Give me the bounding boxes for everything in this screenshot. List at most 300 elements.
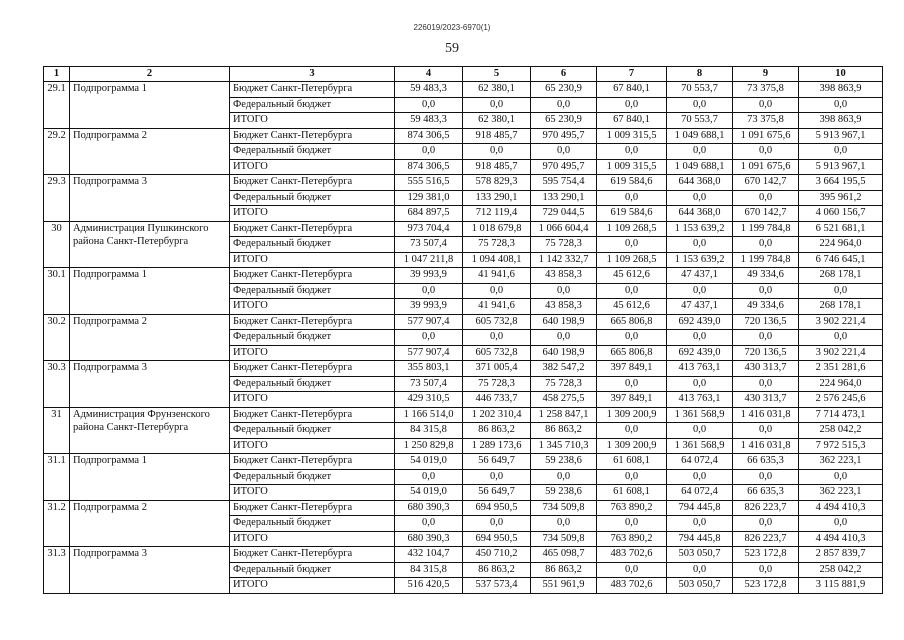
value-cell: 0,0 <box>733 330 799 346</box>
value-cell: 0,0 <box>733 237 799 253</box>
row-index: 30.3 <box>44 361 70 408</box>
value-cell: 62 380,1 <box>463 113 531 129</box>
value-cell: 720 136,5 <box>733 345 799 361</box>
row-index: 31.3 <box>44 547 70 594</box>
value-cell: 61 608,1 <box>597 485 667 501</box>
value-cell: 6 746 645,1 <box>799 252 883 268</box>
value-cell: 0,0 <box>395 516 463 532</box>
value-cell: 970 495,7 <box>531 128 597 144</box>
value-cell: 0,0 <box>597 330 667 346</box>
value-cell: 644 368,0 <box>667 175 733 191</box>
value-cell: 1 202 310,4 <box>463 407 531 423</box>
value-cell: 794 445,8 <box>667 531 733 547</box>
value-cell: 47 437,1 <box>667 268 733 284</box>
value-cell: 0,0 <box>531 516 597 532</box>
value-cell: 1 153 639,2 <box>667 252 733 268</box>
value-cell: 577 907,4 <box>395 345 463 361</box>
value-cell: 1 153 639,2 <box>667 221 733 237</box>
value-cell: 65 230,9 <box>531 113 597 129</box>
funding-source: Федеральный бюджет <box>230 423 395 439</box>
value-cell: 1 109 268,5 <box>597 221 667 237</box>
funding-source: ИТОГО <box>230 578 395 594</box>
value-cell: 712 119,4 <box>463 206 531 222</box>
value-cell: 3 902 221,4 <box>799 345 883 361</box>
value-cell: 0,0 <box>597 376 667 392</box>
value-cell: 734 509,8 <box>531 500 597 516</box>
value-cell: 41 941,6 <box>463 299 531 315</box>
value-cell: 73 375,8 <box>733 82 799 98</box>
row-index: 31.2 <box>44 500 70 547</box>
program-name: Подпрограмма 3 <box>70 547 230 594</box>
value-cell: 1 309 200,9 <box>597 438 667 454</box>
program-name: Подпрограмма 3 <box>70 361 230 408</box>
column-header: 4 <box>395 67 463 82</box>
table-row <box>44 314 883 330</box>
value-cell: 0,0 <box>463 330 531 346</box>
value-cell: 73 507,4 <box>395 237 463 253</box>
value-cell: 41 941,6 <box>463 268 531 284</box>
page-number: 59 <box>445 41 459 56</box>
funding-source: ИТОГО <box>230 345 395 361</box>
funding-source: Бюджет Санкт-Петербурга <box>230 268 395 284</box>
value-cell: 0,0 <box>799 516 883 532</box>
value-cell: 413 763,1 <box>667 361 733 377</box>
funding-source: ИТОГО <box>230 113 395 129</box>
value-cell: 644 368,0 <box>667 206 733 222</box>
value-cell: 1 250 829,8 <box>395 438 463 454</box>
document-id: 226019/2023-6970(1) <box>413 23 491 32</box>
value-cell: 75 728,3 <box>531 376 597 392</box>
table-row <box>44 547 883 563</box>
value-cell: 680 390,3 <box>395 500 463 516</box>
column-header: 6 <box>531 67 597 82</box>
program-name: Подпрограмма 2 <box>70 128 230 175</box>
value-cell: 0,0 <box>597 516 667 532</box>
value-cell: 0,0 <box>463 516 531 532</box>
value-cell: 0,0 <box>667 562 733 578</box>
value-cell: 670 142,7 <box>733 206 799 222</box>
value-cell: 2 351 281,6 <box>799 361 883 377</box>
value-cell: 0,0 <box>531 469 597 485</box>
value-cell: 450 710,2 <box>463 547 531 563</box>
value-cell: 0,0 <box>531 283 597 299</box>
funding-source: Федеральный бюджет <box>230 376 395 392</box>
value-cell: 49 334,6 <box>733 268 799 284</box>
value-cell: 86 863,2 <box>463 423 531 439</box>
value-cell: 43 858,3 <box>531 299 597 315</box>
value-cell: 39 993,9 <box>395 268 463 284</box>
funding-source: ИТОГО <box>230 485 395 501</box>
value-cell: 65 230,9 <box>531 82 597 98</box>
program-name: Администрация Фрунзенского района Санкт-Петербурга <box>70 407 230 454</box>
value-cell: 826 223,7 <box>733 531 799 547</box>
budget-table <box>43 66 883 594</box>
value-cell: 0,0 <box>667 469 733 485</box>
value-cell: 0,0 <box>667 330 733 346</box>
value-cell: 692 439,0 <box>667 345 733 361</box>
value-cell: 551 961,9 <box>531 578 597 594</box>
value-cell: 1 361 568,9 <box>667 438 733 454</box>
value-cell: 1 345 710,3 <box>531 438 597 454</box>
funding-source: Федеральный бюджет <box>230 97 395 113</box>
value-cell: 86 863,2 <box>463 562 531 578</box>
value-cell: 0,0 <box>667 144 733 160</box>
value-cell: 0,0 <box>667 423 733 439</box>
value-cell: 0,0 <box>395 469 463 485</box>
value-cell: 826 223,7 <box>733 500 799 516</box>
value-cell: 692 439,0 <box>667 314 733 330</box>
funding-source: ИТОГО <box>230 392 395 408</box>
funding-source: Бюджет Санкт-Петербурга <box>230 128 395 144</box>
value-cell: 605 732,8 <box>463 345 531 361</box>
value-cell: 2 576 245,6 <box>799 392 883 408</box>
value-cell: 694 950,5 <box>463 500 531 516</box>
funding-source: Федеральный бюджет <box>230 330 395 346</box>
value-cell: 1 258 847,1 <box>531 407 597 423</box>
funding-source: Бюджет Санкт-Петербурга <box>230 175 395 191</box>
funding-source: ИТОГО <box>230 438 395 454</box>
value-cell: 555 516,5 <box>395 175 463 191</box>
funding-source: Федеральный бюджет <box>230 237 395 253</box>
value-cell: 0,0 <box>395 330 463 346</box>
value-cell: 73 375,8 <box>733 113 799 129</box>
value-cell: 0,0 <box>667 97 733 113</box>
value-cell: 7 972 515,3 <box>799 438 883 454</box>
value-cell: 64 072,4 <box>667 485 733 501</box>
table-row <box>44 361 883 377</box>
value-cell: 129 381,0 <box>395 190 463 206</box>
value-cell: 64 072,4 <box>667 454 733 470</box>
value-cell: 0,0 <box>733 376 799 392</box>
funding-source: Федеральный бюджет <box>230 469 395 485</box>
value-cell: 0,0 <box>667 237 733 253</box>
value-cell: 0,0 <box>733 423 799 439</box>
value-cell: 577 907,4 <box>395 314 463 330</box>
funding-source: Бюджет Санкт-Петербурга <box>230 82 395 98</box>
column-header: 2 <box>70 67 230 82</box>
value-cell: 0,0 <box>597 562 667 578</box>
funding-source: Бюджет Санкт-Петербурга <box>230 500 395 516</box>
value-cell: 75 728,3 <box>463 376 531 392</box>
value-cell: 1 199 784,8 <box>733 252 799 268</box>
value-cell: 4 060 156,7 <box>799 206 883 222</box>
value-cell: 1 199 784,8 <box>733 221 799 237</box>
value-cell: 0,0 <box>531 144 597 160</box>
value-cell: 84 315,8 <box>395 423 463 439</box>
value-cell: 680 390,3 <box>395 531 463 547</box>
value-cell: 0,0 <box>463 144 531 160</box>
value-cell: 694 950,5 <box>463 531 531 547</box>
value-cell: 874 306,5 <box>395 128 463 144</box>
funding-source: Федеральный бюджет <box>230 190 395 206</box>
value-cell: 0,0 <box>733 144 799 160</box>
program-name: Подпрограмма 2 <box>70 500 230 547</box>
row-index: 31.1 <box>44 454 70 501</box>
value-cell: 516 420,5 <box>395 578 463 594</box>
column-header: 8 <box>667 67 733 82</box>
funding-source: Федеральный бюджет <box>230 562 395 578</box>
value-cell: 0,0 <box>667 376 733 392</box>
value-cell: 465 098,7 <box>531 547 597 563</box>
funding-source: Федеральный бюджет <box>230 516 395 532</box>
value-cell: 537 573,4 <box>463 578 531 594</box>
value-cell: 605 732,8 <box>463 314 531 330</box>
value-cell: 398 863,9 <box>799 82 883 98</box>
value-cell: 75 728,3 <box>463 237 531 253</box>
value-cell: 503 050,7 <box>667 547 733 563</box>
value-cell: 720 136,5 <box>733 314 799 330</box>
row-index: 30.2 <box>44 314 70 361</box>
program-name: Подпрограмма 1 <box>70 454 230 501</box>
value-cell: 70 553,7 <box>667 82 733 98</box>
value-cell: 43 858,3 <box>531 268 597 284</box>
value-cell: 59 483,3 <box>395 82 463 98</box>
value-cell: 0,0 <box>463 97 531 113</box>
value-cell: 224 964,0 <box>799 237 883 253</box>
value-cell: 0,0 <box>531 330 597 346</box>
table-row <box>44 175 883 191</box>
value-cell: 86 863,2 <box>531 423 597 439</box>
value-cell: 665 806,8 <box>597 314 667 330</box>
funding-source: ИТОГО <box>230 206 395 222</box>
value-cell: 268 178,1 <box>799 299 883 315</box>
value-cell: 0,0 <box>667 516 733 532</box>
table-row <box>44 82 883 98</box>
value-cell: 523 172,8 <box>733 547 799 563</box>
value-cell: 729 044,5 <box>531 206 597 222</box>
value-cell: 258 042,2 <box>799 423 883 439</box>
value-cell: 0,0 <box>531 97 597 113</box>
value-cell: 0,0 <box>799 469 883 485</box>
value-cell: 66 635,3 <box>733 454 799 470</box>
value-cell: 397 849,1 <box>597 392 667 408</box>
value-cell: 66 635,3 <box>733 485 799 501</box>
program-name: Администрация Пушкинского района Санкт-Петербурга <box>70 221 230 268</box>
value-cell: 1 142 332,7 <box>531 252 597 268</box>
funding-source: ИТОГО <box>230 159 395 175</box>
column-header: 1 <box>44 67 70 82</box>
value-cell: 0,0 <box>667 190 733 206</box>
value-cell: 0,0 <box>597 144 667 160</box>
value-cell: 0,0 <box>597 97 667 113</box>
funding-source: Бюджет Санкт-Петербурга <box>230 361 395 377</box>
value-cell: 45 612,6 <box>597 268 667 284</box>
value-cell: 1 361 568,9 <box>667 407 733 423</box>
funding-source: ИТОГО <box>230 299 395 315</box>
funding-source: ИТОГО <box>230 531 395 547</box>
value-cell: 397 849,1 <box>597 361 667 377</box>
value-cell: 3 902 221,4 <box>799 314 883 330</box>
value-cell: 62 380,1 <box>463 82 531 98</box>
value-cell: 1 009 315,5 <box>597 159 667 175</box>
table-row <box>44 407 883 423</box>
value-cell: 763 890,2 <box>597 531 667 547</box>
value-cell: 1 091 675,6 <box>733 128 799 144</box>
value-cell: 6 521 681,1 <box>799 221 883 237</box>
value-cell: 1 416 031,8 <box>733 438 799 454</box>
value-cell: 1 049 688,1 <box>667 128 733 144</box>
value-cell: 432 104,7 <box>395 547 463 563</box>
value-cell: 684 897,5 <box>395 206 463 222</box>
value-cell: 973 704,4 <box>395 221 463 237</box>
value-cell: 133 290,1 <box>531 190 597 206</box>
row-index: 30.1 <box>44 268 70 315</box>
value-cell: 734 509,8 <box>531 531 597 547</box>
value-cell: 70 553,7 <box>667 113 733 129</box>
value-cell: 49 334,6 <box>733 299 799 315</box>
table-row <box>44 500 883 516</box>
value-cell: 874 306,5 <box>395 159 463 175</box>
table-body <box>44 67 883 594</box>
row-index: 30 <box>44 221 70 268</box>
column-header: 3 <box>230 67 395 82</box>
value-cell: 1 289 173,6 <box>463 438 531 454</box>
value-cell: 0,0 <box>597 283 667 299</box>
value-cell: 3 115 881,9 <box>799 578 883 594</box>
value-cell: 47 437,1 <box>667 299 733 315</box>
value-cell: 970 495,7 <box>531 159 597 175</box>
value-cell: 67 840,1 <box>597 82 667 98</box>
value-cell: 224 964,0 <box>799 376 883 392</box>
row-index: 31 <box>44 407 70 454</box>
funding-source: Бюджет Санкт-Петербурга <box>230 547 395 563</box>
value-cell: 45 612,6 <box>597 299 667 315</box>
funding-source: Федеральный бюджет <box>230 283 395 299</box>
value-cell: 86 863,2 <box>531 562 597 578</box>
value-cell: 5 913 967,1 <box>799 159 883 175</box>
value-cell: 355 803,1 <box>395 361 463 377</box>
value-cell: 371 005,4 <box>463 361 531 377</box>
value-cell: 2 857 839,7 <box>799 547 883 563</box>
value-cell: 763 890,2 <box>597 500 667 516</box>
value-cell: 483 702,6 <box>597 547 667 563</box>
column-header: 5 <box>463 67 531 82</box>
value-cell: 4 494 410,3 <box>799 500 883 516</box>
value-cell: 362 223,1 <box>799 454 883 470</box>
value-cell: 59 238,6 <box>531 485 597 501</box>
value-cell: 5 913 967,1 <box>799 128 883 144</box>
value-cell: 1 066 604,4 <box>531 221 597 237</box>
value-cell: 578 829,3 <box>463 175 531 191</box>
value-cell: 665 806,8 <box>597 345 667 361</box>
column-header: 7 <box>597 67 667 82</box>
value-cell: 0,0 <box>733 97 799 113</box>
column-header: 10 <box>799 67 883 82</box>
value-cell: 0,0 <box>733 190 799 206</box>
value-cell: 640 198,9 <box>531 345 597 361</box>
value-cell: 0,0 <box>799 144 883 160</box>
value-cell: 640 198,9 <box>531 314 597 330</box>
value-cell: 1 091 675,6 <box>733 159 799 175</box>
value-cell: 54 019,0 <box>395 454 463 470</box>
value-cell: 56 649,7 <box>463 454 531 470</box>
program-name: Подпрограмма 1 <box>70 268 230 315</box>
value-cell: 0,0 <box>463 469 531 485</box>
row-index: 29.1 <box>44 82 70 129</box>
value-cell: 7 714 473,1 <box>799 407 883 423</box>
value-cell: 268 178,1 <box>799 268 883 284</box>
program-name: Подпрограмма 3 <box>70 175 230 222</box>
row-index: 29.2 <box>44 128 70 175</box>
header-row <box>44 67 883 82</box>
value-cell: 1 049 688,1 <box>667 159 733 175</box>
value-cell: 1 166 514,0 <box>395 407 463 423</box>
value-cell: 446 733,7 <box>463 392 531 408</box>
value-cell: 0,0 <box>597 423 667 439</box>
value-cell: 1 009 315,5 <box>597 128 667 144</box>
table-row <box>44 268 883 284</box>
value-cell: 918 485,7 <box>463 128 531 144</box>
row-index: 29.3 <box>44 175 70 222</box>
value-cell: 4 494 410,3 <box>799 531 883 547</box>
funding-source: Бюджет Санкт-Петербурга <box>230 221 395 237</box>
table-row <box>44 128 883 144</box>
value-cell: 0,0 <box>799 283 883 299</box>
value-cell: 1 416 031,8 <box>733 407 799 423</box>
value-cell: 430 313,7 <box>733 361 799 377</box>
value-cell: 670 142,7 <box>733 175 799 191</box>
funding-source: Федеральный бюджет <box>230 144 395 160</box>
value-cell: 54 019,0 <box>395 485 463 501</box>
value-cell: 0,0 <box>733 283 799 299</box>
value-cell: 1 109 268,5 <box>597 252 667 268</box>
value-cell: 382 547,2 <box>531 361 597 377</box>
value-cell: 0,0 <box>597 237 667 253</box>
value-cell: 430 313,7 <box>733 392 799 408</box>
value-cell: 39 993,9 <box>395 299 463 315</box>
value-cell: 1 094 408,1 <box>463 252 531 268</box>
column-header: 9 <box>733 67 799 82</box>
value-cell: 61 608,1 <box>597 454 667 470</box>
value-cell: 413 763,1 <box>667 392 733 408</box>
value-cell: 458 275,5 <box>531 392 597 408</box>
value-cell: 67 840,1 <box>597 113 667 129</box>
table-row <box>44 221 883 237</box>
value-cell: 133 290,1 <box>463 190 531 206</box>
value-cell: 0,0 <box>799 97 883 113</box>
value-cell: 619 584,6 <box>597 175 667 191</box>
funding-source: Бюджет Санкт-Петербурга <box>230 314 395 330</box>
value-cell: 503 050,7 <box>667 578 733 594</box>
value-cell: 398 863,9 <box>799 113 883 129</box>
value-cell: 595 754,4 <box>531 175 597 191</box>
value-cell: 258 042,2 <box>799 562 883 578</box>
funding-source: ИТОГО <box>230 252 395 268</box>
value-cell: 0,0 <box>733 562 799 578</box>
value-cell: 56 649,7 <box>463 485 531 501</box>
value-cell: 59 238,6 <box>531 454 597 470</box>
value-cell: 0,0 <box>799 330 883 346</box>
value-cell: 1 047 211,8 <box>395 252 463 268</box>
value-cell: 0,0 <box>667 283 733 299</box>
value-cell: 1 309 200,9 <box>597 407 667 423</box>
funding-source: Бюджет Санкт-Петербурга <box>230 407 395 423</box>
funding-source: Бюджет Санкт-Петербурга <box>230 454 395 470</box>
value-cell: 794 445,8 <box>667 500 733 516</box>
value-cell: 395 961,2 <box>799 190 883 206</box>
value-cell: 0,0 <box>733 469 799 485</box>
value-cell: 429 310,5 <box>395 392 463 408</box>
program-name: Подпрограмма 1 <box>70 82 230 129</box>
value-cell: 523 172,8 <box>733 578 799 594</box>
value-cell: 619 584,6 <box>597 206 667 222</box>
value-cell: 0,0 <box>395 144 463 160</box>
value-cell: 362 223,1 <box>799 485 883 501</box>
value-cell: 84 315,8 <box>395 562 463 578</box>
value-cell: 59 483,3 <box>395 113 463 129</box>
value-cell: 483 702,6 <box>597 578 667 594</box>
program-name: Подпрограмма 2 <box>70 314 230 361</box>
